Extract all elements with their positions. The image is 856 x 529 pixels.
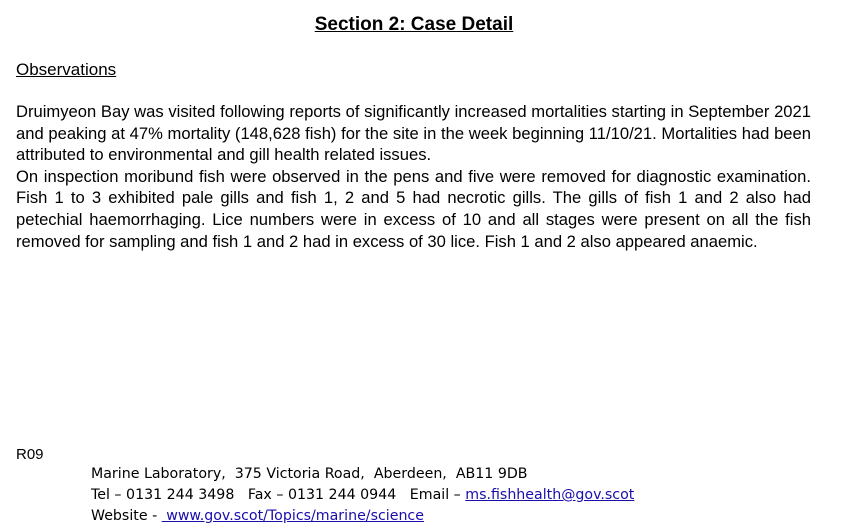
footer-address: Marine Laboratory, 375 Victoria Road, Aberdeen, AB11 9DB [91,466,528,482]
email-link[interactable]: ms.fishhealth@gov.scot [465,487,635,503]
footer-website-line [91,506,634,527]
observation-paragraph: Druimyeon Bay was visited following reports of significantly increased mortalities starting in September 2021 and peaking at 47% mortality (148,628 fish) for the site in the week beginning 11/10/21. Mortalities had been attributed to environmental and gill health related issues. [16,102,811,165]
observations-heading: Observations [16,60,117,79]
website-link[interactable]: www.gov.scot/Topics/marine/science [161,508,424,524]
footer-tel-fax: Tel – 0131 244 3498 Fax – 0131 244 0944 Email – [91,487,466,503]
footer-contact-line [91,485,634,506]
footer-contact [91,464,634,527]
observations-body [16,101,811,252]
reference-code: R09 [16,446,44,463]
footer-website-label: Website - [91,508,162,524]
section-title: Section 2: Case Detail [314,14,514,35]
observation-paragraph: On inspection moribund fish were observed in the pens and five were removed for diagnostic examination. Fish 1 to 3 exhibited pale gills and fish 1, 2 and 5 had necrotic gills. The gills of fish 1 and 2 also had petechial haemorrhaging. Lice numbers were in excess of 10 and all stages were present on all the fish removed for sampling and fish 1 and 2 had in excess of 30 lice. Fish 1 and 2 also appeared anaemic. [16,166,811,251]
